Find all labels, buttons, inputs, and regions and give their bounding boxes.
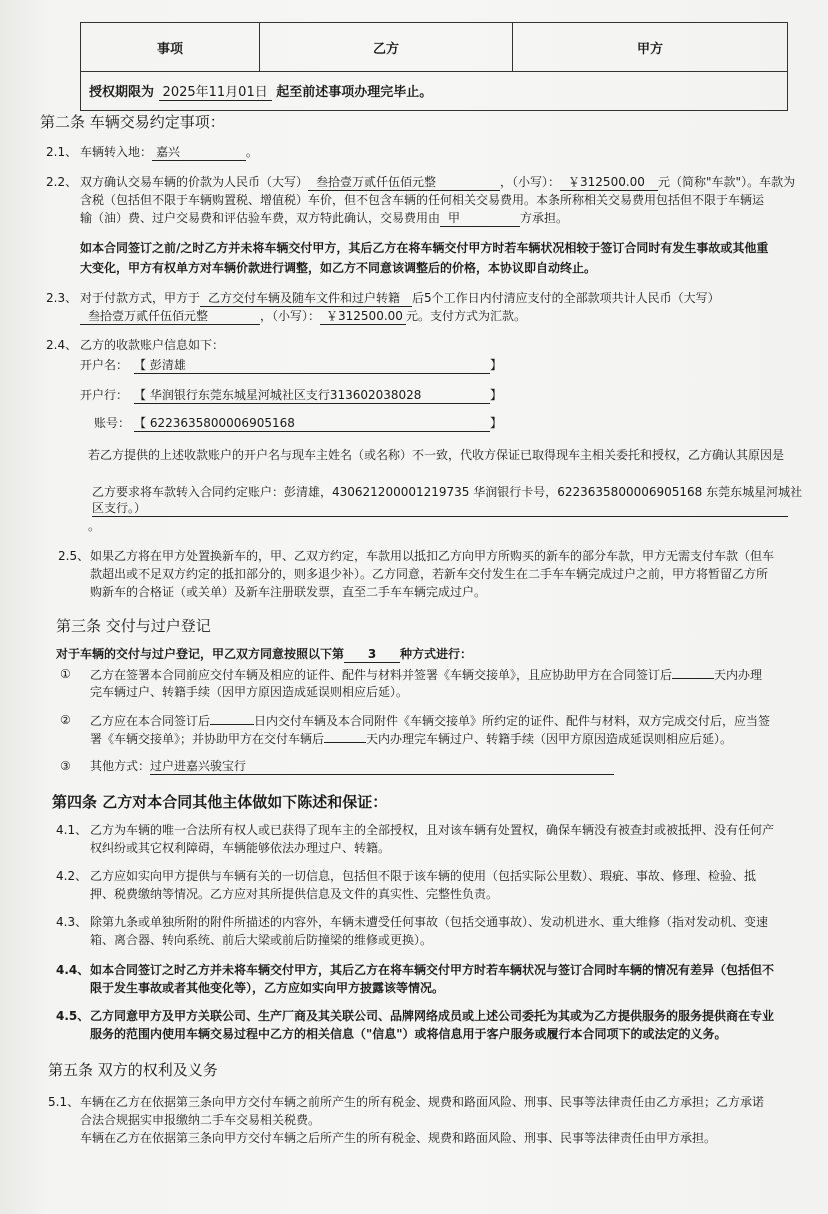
- option-1-number: ①: [60, 667, 71, 681]
- clause-2-2-line-1: [80, 174, 795, 191]
- section-3-intro: [56, 646, 472, 663]
- payment-lowercase: ￥312500.00: [320, 308, 406, 325]
- section-4-title: 第四条 乙方对本合同其他主体做如下陈述和保证：: [52, 793, 388, 811]
- option-3-label: 其他方式：: [90, 759, 151, 773]
- clause-2-4-end: 。: [88, 519, 101, 533]
- clause-2-1-number: 2.1、: [46, 145, 78, 159]
- clause-4-3-line-1: 除第九条或单独所附的附件所描述的内容外，车辆未遭受任何事故（包括交通事故）、发动机进水、重大维修（指对发动机、变速: [90, 915, 769, 929]
- section-5-title: 第五条 双方的权利及义务: [48, 1061, 218, 1079]
- clause-4-4-number: 4.4、: [56, 963, 90, 977]
- section-2-title: 第二条 车辆交易约定事项：: [40, 113, 225, 131]
- clause-5-1-line-1: 车辆在乙方在依据第三条向甲方交付车辆之前所产生的所有税金、规费和路面风险、刑事、民事等法律责任由乙方承担；乙方承诺: [80, 1095, 765, 1109]
- clause-5-1-line-3: 车辆在乙方在依据第三条向甲方交付车辆之后所产生的所有税金、规费和路面风险、刑事、民事等法律责任由甲方承担。: [80, 1131, 717, 1145]
- payment-method: 元。支付方式为汇款。: [406, 309, 527, 323]
- clause-2-2-line-3: [80, 210, 568, 227]
- clause-2-3-line-2: [80, 308, 526, 325]
- option-2-line-2: [90, 730, 732, 747]
- clause-2-4-reason-line-2: 区支行。）: [92, 500, 788, 517]
- account-name-close: 】: [490, 358, 503, 372]
- transfer-destination: 嘉兴: [152, 144, 246, 161]
- clause-4-2-line-2: 押、税费缴纳等情况。乙方应对其所提供信息及文件的真实性、完整性负责。: [90, 887, 499, 901]
- clause-2-3-line-1: [80, 290, 720, 307]
- clause-2-2-number: 2.2、: [46, 175, 78, 189]
- clause-4-3-number: 4.3、: [56, 915, 88, 929]
- clause-4-3-line-2: 箱、离合器、转向系统、前后大梁或前后防撞梁的维修或更换）。: [90, 933, 433, 947]
- price-uppercase: 叁拾壹万贰仟伍佰元整: [308, 174, 500, 191]
- payment-term: 后5个工作日内付清应支付的全部款项共计人民币（大写）: [412, 291, 720, 305]
- clause-2-5-line-2: 款超出或不足双方约定的抵扣部分的，则多退少补）。乙方同意，若新车交付发生在二手车车辆完成过户之前，甲方将暂留乙方所: [90, 567, 769, 581]
- clause-2-5-number: 2.5、: [58, 549, 90, 563]
- account-bank: 【 华润银行东莞东城星河城社区支行313602038028: [134, 387, 490, 404]
- payment-uppercase: 叁拾壹万贰仟伍佰元整: [80, 308, 260, 325]
- account-number-close: 】: [490, 416, 503, 430]
- clause-4-5-number: 4.5、: [56, 1009, 90, 1023]
- option-2-delivery: 日内交付车辆及本合同附件《车辆交接单》所约定的证件、配件与材料，双方完成交付后，应当签: [254, 714, 771, 728]
- authorization-period-cell: [81, 72, 788, 111]
- clause-4-5-line-1: 乙方同意甲方及甲方关联公司、生产厂商及其关联公司、品牌网络成员或上述公司委托为其或为乙方提供服务的服务提供商在专业: [90, 1009, 775, 1023]
- clause-4-2-line-1: 乙方应如实向甲方提供与车辆有关的一切信息，包括但不限于该车辆的使用（包括实际公里数）、瑕疵、事故、修理、检验、抵: [90, 869, 757, 883]
- table-header-item: 事项: [81, 23, 260, 72]
- clause-2-5-line-1: 如果乙方将在甲方处置换新车的，甲、乙双方约定，车款用以抵扣乙方向甲方所购买的新车的部分车款，甲方无需支付车款（但车: [90, 549, 775, 563]
- delivery-method-choice: 3: [344, 646, 400, 663]
- option-3-number: ③: [60, 759, 71, 773]
- account-name-label: 开户名：: [80, 358, 129, 372]
- option-1-text: 乙方在签署本合同前应交付车辆及相应的证件、配件与材料并签署《车辆交接单》，且应协助甲方在合同签订后: [90, 668, 673, 682]
- clause-2-1-label: 车辆转入地：: [80, 145, 153, 159]
- delivery-method-suffix: 种方式进行：: [400, 647, 473, 661]
- auth-suffix: 起至前述事项办理完毕止。: [276, 85, 433, 100]
- fee-bearer-label: 输（油）费、过户交易费和评估验车费，双方特此确认，交易费用由: [80, 211, 441, 225]
- clause-2-4-reason-line-1: 乙方要求将车款转入合同约定账户：彭清雄，430621200001219735 华润银行卡号，6223635800006905168 东莞东城星河城社: [92, 485, 803, 499]
- clause-2-5-line-3: 购新车的合格证（或关单）及新车注册联发票，直至二手车车辆完成过户。: [90, 585, 487, 599]
- table-header-party-b: 乙方: [260, 23, 513, 72]
- clause-2-2-line-2: 含税（包括但不限于车辆购置税、增值税）车价，但不包含车辆的任何相关交易费用。本条所称相关交易费用包括但不限于车辆运: [80, 193, 765, 207]
- clause-4-1-number: 4.1、: [56, 823, 88, 837]
- clause-2-3-number: 2.3、: [46, 291, 78, 305]
- option-2-transfer: 天内办理完车辆过户、转籍手续（因甲方原因造成延误则相应后延）。: [366, 732, 733, 746]
- price-lowercase: ￥312500.00: [560, 174, 658, 191]
- fee-bearer: 甲: [440, 210, 520, 227]
- account-bank-label: 开户行：: [80, 388, 129, 402]
- clause-5-1-line-2: 合法合规据实申报缴纳二手车交易相关税费。: [80, 1113, 321, 1127]
- fee-bearer-suffix: 方承担。: [520, 211, 569, 225]
- auth-prefix: 授权期限为: [89, 85, 155, 100]
- clause-5-1-number: 5.1、: [48, 1095, 80, 1109]
- table-header-party-a: 甲方: [513, 23, 788, 72]
- option-1-line-2: 完车辆过户、转籍手续（因甲方原因造成延误则相应后延）。: [90, 685, 409, 699]
- payment-label: 对于付款方式，甲方于: [80, 291, 201, 305]
- price-lowercase-label: ，（小写）：: [500, 175, 561, 189]
- option-2-text: 乙方应在本合同签订后: [90, 714, 211, 728]
- payment-condition: 乙方交付车辆及随车文件和过户转籍: [200, 290, 412, 307]
- clause-2-4-note: 若乙方提供的上述收款账户的开户名与现车主姓名（或名称）不一致，代收方保证已取得现车主相关委托和授权，乙方确认其原因是: [88, 448, 785, 462]
- clause-2-2-bold-2: 大变化，甲方有权单方对车辆价款进行调整，如乙方不同意该调整后的价格，本协议即自动终止。: [80, 261, 597, 275]
- authorization-table: [80, 22, 788, 111]
- delivery-method-label: 对于车辆的交付与过户登记，甲乙双方同意按照以下第: [56, 647, 345, 661]
- option-1-days-suffix: 天内办理: [714, 668, 763, 682]
- clause-4-4-line-1: 如本合同签订之时乙方并未将车辆交付甲方，其后乙方在将车辆交付甲方时若车辆状况与签订合同时车辆的情况有差异（包括但不: [90, 963, 775, 977]
- option-3-value: 过户进嘉兴骏宝行: [150, 758, 614, 775]
- option-2-number: ②: [60, 713, 71, 727]
- account-number-label: 账号：: [94, 416, 131, 430]
- option-2-line-1: [90, 712, 770, 729]
- section-3-title: 第三条 交付与过户登记: [56, 617, 211, 635]
- clause-2-4-intro: 乙方的收款账户信息如下：: [80, 338, 225, 352]
- clause-4-4-line-2: 限于发生事故或者其他变化等），乙方应如实向甲方披露该等情况。: [90, 981, 445, 995]
- clause-2-4-number: 2.4、: [46, 338, 78, 352]
- account-number: 【 6223635800006905168: [134, 415, 490, 432]
- payment-lowercase-label: ，（小写）：: [260, 309, 321, 323]
- option-1-line-1: [90, 666, 762, 683]
- option-2-transfer-label: 署《车辆交接单》；并协助甲方在交付车辆后: [90, 732, 325, 746]
- auth-date: 2025年11月01日: [159, 81, 272, 101]
- clause-4-1-line-1: 乙方为车辆的唯一合法所有权人或已获得了现车主的全部授权，且对该车辆有处置权，确保车辆没有被查封或被抵押、没有任何产: [90, 823, 775, 837]
- clause-4-1-line-2: 权纠纷或其它权利障碍，车辆能够依法办理过户、转籍。: [90, 841, 391, 855]
- clause-2-1: 车辆转入地： 嘉兴 。: [80, 145, 259, 159]
- account-name: 【 彭清雄: [134, 357, 490, 374]
- price-suffix: 元（简称"车款"）。车款为: [658, 175, 796, 189]
- clause-2-2-bold-1: 如本合同签订之前/之时乙方并未将车辆交付甲方，其后乙方在将车辆交付甲方时若车辆状况相较于签订合同时有发生事故或其他重: [80, 241, 769, 255]
- account-bank-close: 】: [490, 388, 503, 402]
- price-label: 双方确认交易车辆的价款为人民币（大写）: [80, 175, 309, 189]
- clause-4-5-line-2: 服务的范围内使用车辆交易过程中乙方的相关信息（"信息"）或将信息用于客户服务或履行本合同项下的或法定的义务。: [90, 1027, 727, 1041]
- clause-4-2-number: 4.2、: [56, 869, 88, 883]
